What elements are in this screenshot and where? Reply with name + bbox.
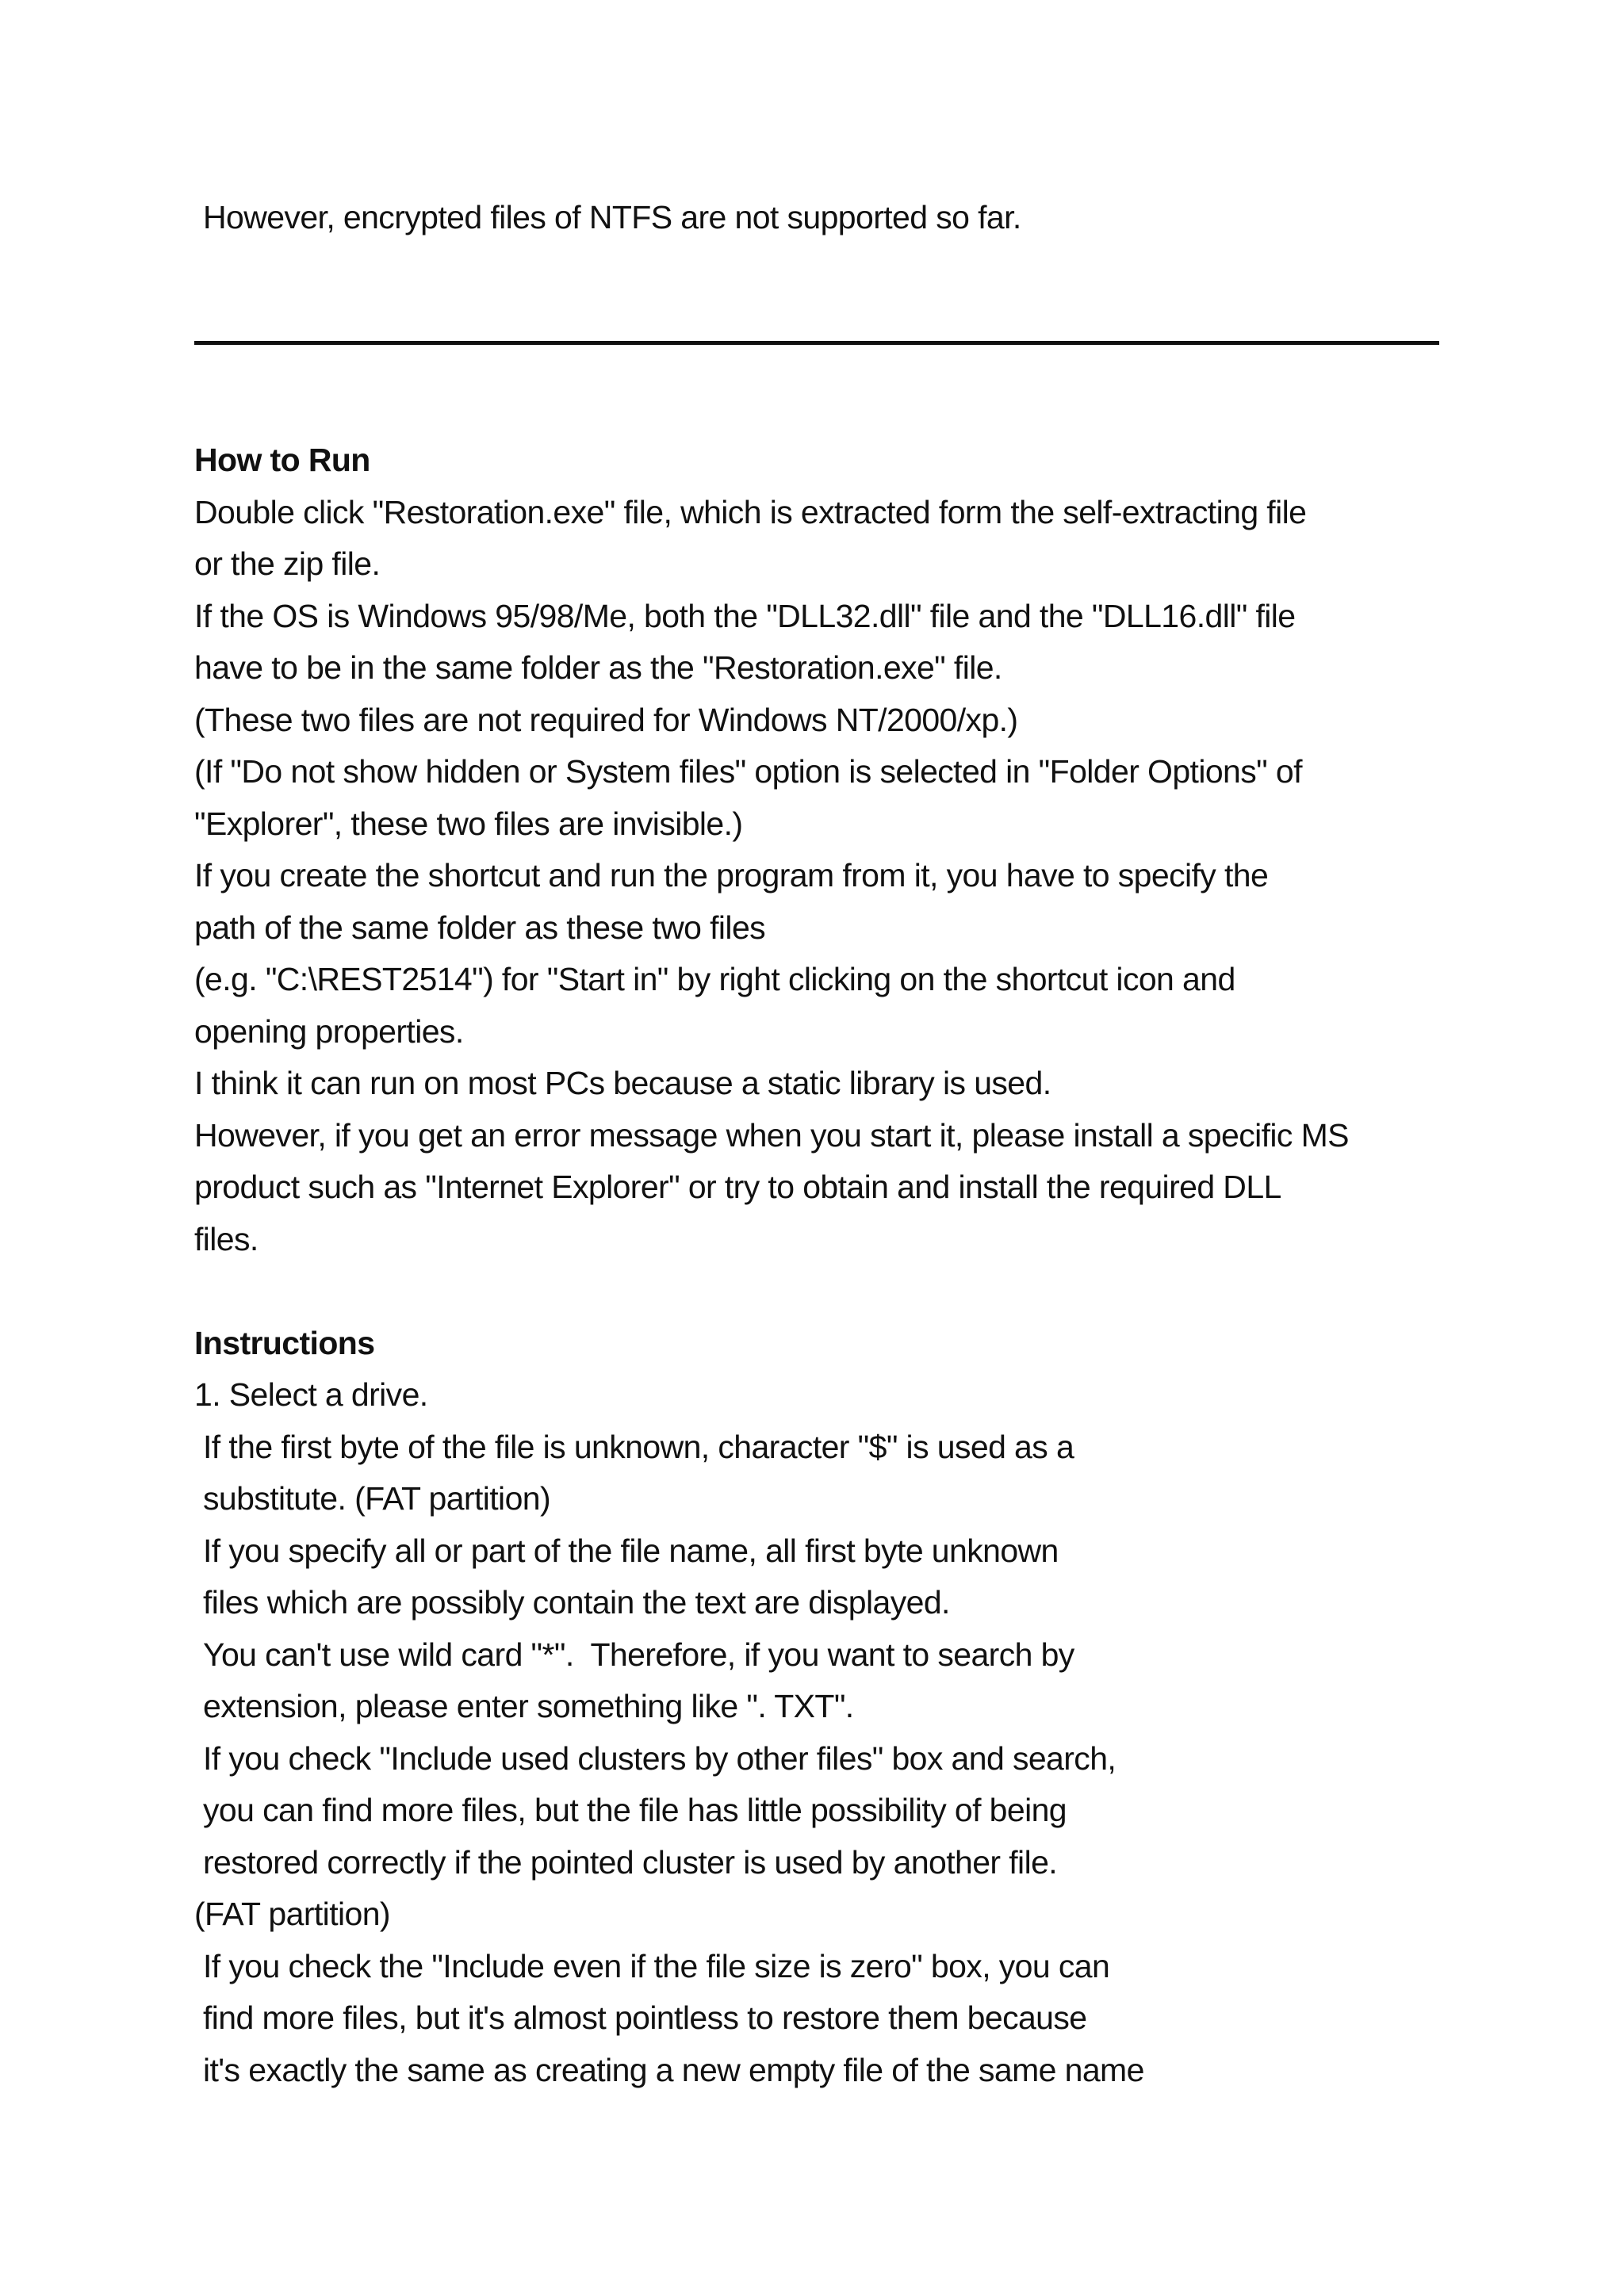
how-to-run-line: I think it can run on most PCs because a static library is used. [194,1065,1051,1101]
instructions-line: restored correctly if the pointed cluster is used by another file. [203,1844,1058,1881]
how-to-run-line: opening properties. [194,1013,464,1050]
how-to-run-line: or the zip file. [194,545,381,582]
how-to-run-line: If the OS is Windows 95/98/Me, both the "DLL32.dll" file and the "DLL16.dll" file [194,598,1296,634]
how-to-run-line: (e.g. "C:\REST2514") for "Start in" by right clicking on the shortcut icon and [194,961,1235,997]
how-to-run-line: However, if you get an error message when you start it, please install a specific MS [194,1117,1349,1154]
how-to-run-line: (If "Do not show hidden or System files" option is selected in "Folder Options" of [194,753,1302,790]
horizontal-rule [194,341,1439,345]
how-to-run-line: Double click "Restoration.exe" file, which is extracted form the self-extracting file [194,494,1307,530]
how-to-run-line: product such as "Internet Explorer" or try to obtain and install the required DLL [194,1169,1281,1205]
intro-line: However, encrypted files of NTFS are not supported so far. [203,199,1021,235]
how-to-run-line: have to be in the same folder as the "Restoration.exe" file. [194,649,1002,686]
instructions-line: find more files, but it's almost pointless to restore them because [203,1999,1087,2036]
instructions-line: If the first byte of the file is unknown, character "$" is used as a [203,1429,1074,1465]
instructions-line: it's exactly the same as creating a new empty file of the same name [203,2052,1144,2088]
instructions-heading: Instructions [194,1325,375,1361]
instructions-line: You can't use wild card "*". Therefore, if you want to search by [203,1636,1074,1673]
how-to-run-line: files. [194,1221,259,1257]
instructions-line: substitute. (FAT partition) [203,1480,551,1517]
how-to-run-line: path of the same folder as these two files [194,909,766,946]
instructions-line: If you check "Include used clusters by other files" box and search, [203,1740,1116,1777]
how-to-run-line: "Explorer", these two files are invisible.) [194,806,743,842]
instructions-line: files which are possibly contain the text are displayed. [203,1584,950,1621]
how-to-run-line: (These two files are not required for Windows NT/2000/xp.) [194,702,1018,738]
instructions-fat-note: (FAT partition) [194,1896,390,1932]
instructions-line: extension, please enter something like ". TXT". [203,1688,854,1724]
instructions-line: If you specify all or part of the file name, all first byte unknown [203,1533,1059,1569]
instructions-line: If you check the "Include even if the file size is zero" box, you can [203,1948,1110,1984]
how-to-run-line: If you create the shortcut and run the program from it, you have to specify the [194,857,1269,894]
instructions-line: you can find more files, but the file has little possibility of being [203,1792,1067,1828]
instructions-step-1: 1. Select a drive. [194,1376,428,1413]
how-to-run-heading: How to Run [194,442,370,478]
